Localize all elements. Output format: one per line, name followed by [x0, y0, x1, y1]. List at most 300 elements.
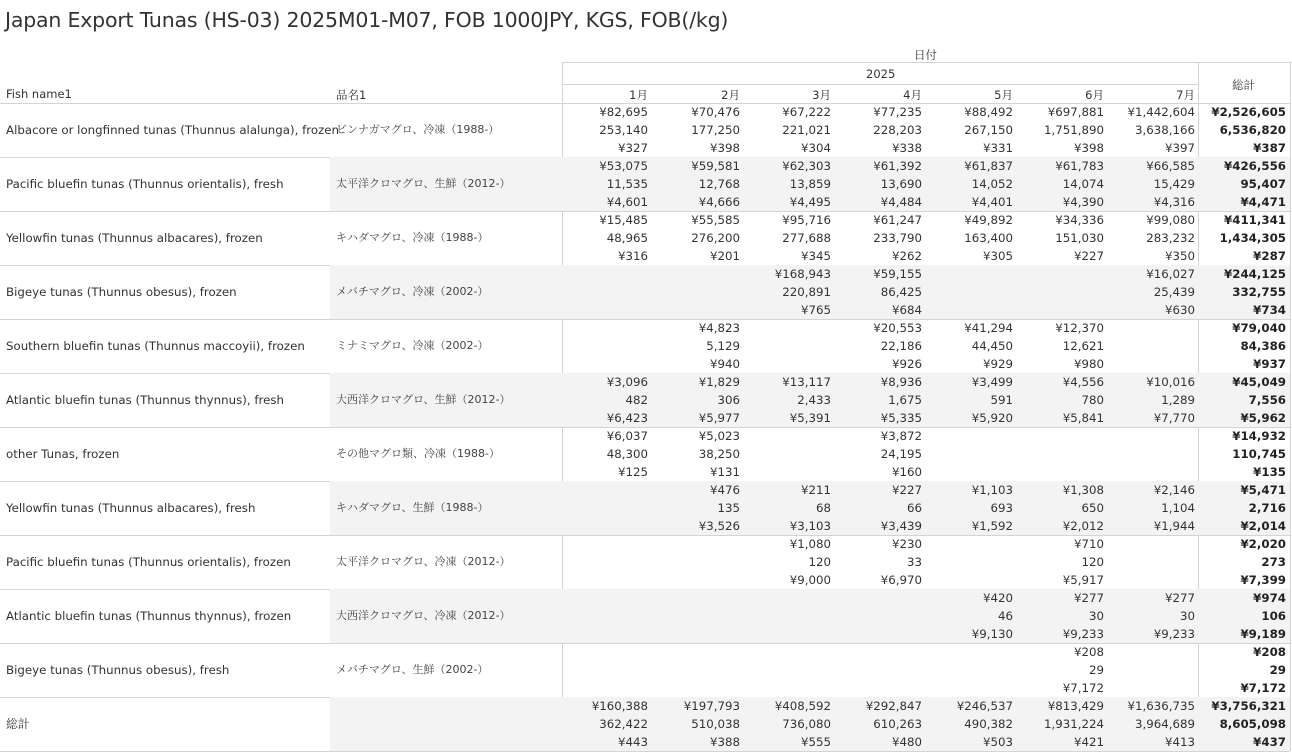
month-cell[interactable] — [1018, 319, 1104, 373]
value-per-kg: ¥4,390 — [1062, 195, 1104, 209]
fish-name-jp: キハダマグロ、冷凍（1988-） — [336, 231, 489, 244]
value-fob — [562, 535, 648, 553]
value-kgs: 3,638,166 — [1134, 123, 1195, 137]
month-cell[interactable] — [745, 373, 831, 427]
table-row[interactable] — [0, 589, 1292, 643]
month-cell[interactable] — [836, 373, 922, 427]
value-kgs: 1,104 — [1161, 501, 1195, 515]
value-fob: ¥1,636,735 — [1127, 699, 1195, 713]
value-kgs: 253,140 — [599, 123, 648, 137]
month-cell[interactable] — [654, 481, 740, 535]
month-cell[interactable] — [562, 427, 648, 481]
month-cell[interactable] — [1018, 157, 1104, 211]
japanese-name-column-header[interactable]: 品名1 — [336, 88, 367, 102]
total-kgs: 95,407 — [1240, 177, 1286, 191]
value-kgs: 66 — [906, 501, 922, 515]
month-cell[interactable] — [654, 643, 740, 697]
value-per-kg: ¥2,012 — [1062, 519, 1104, 533]
value-per-kg: ¥7,172 — [1062, 681, 1104, 695]
value-kgs — [562, 337, 648, 355]
row-total-cell[interactable] — [1200, 265, 1286, 319]
month-header-1[interactable]: 1月 — [629, 88, 648, 102]
value-per-kg: ¥338 — [891, 141, 922, 155]
total-kgs: 7,556 — [1248, 393, 1286, 407]
value-kgs: 12,621 — [1062, 339, 1104, 353]
value-fob — [1109, 535, 1195, 553]
value-fob: ¥5,023 — [698, 429, 740, 443]
value-fob: ¥66,585 — [1146, 159, 1195, 173]
row-total-cell[interactable] — [1200, 103, 1286, 157]
value-per-kg — [562, 355, 648, 373]
month-cell[interactable] — [1109, 481, 1195, 535]
total-kgs: 8,605,098 — [1219, 717, 1286, 731]
value-per-kg: ¥630 — [1164, 303, 1195, 317]
value-kgs: 22,186 — [880, 339, 922, 353]
value-fob — [927, 265, 1013, 283]
value-fob: ¥1,442,604 — [1127, 105, 1195, 119]
value-per-kg: ¥5,391 — [789, 411, 831, 425]
month-cell[interactable] — [927, 319, 1013, 373]
value-fob: ¥13,117 — [782, 375, 831, 389]
month-cell[interactable] — [745, 589, 831, 643]
value-per-kg — [836, 679, 922, 697]
value-kgs — [1018, 445, 1104, 463]
month-cell[interactable] — [836, 103, 922, 157]
value-fob: ¥3,872 — [880, 429, 922, 443]
month-cell[interactable] — [1018, 373, 1104, 427]
value-per-kg: ¥327 — [617, 141, 648, 155]
month-cell[interactable] — [1109, 643, 1195, 697]
value-fob: ¥710 — [1073, 537, 1104, 551]
month-cell[interactable] — [927, 481, 1013, 535]
value-per-kg: ¥5,335 — [880, 411, 922, 425]
month-cell[interactable] — [1109, 427, 1195, 481]
month-cell[interactable] — [562, 157, 648, 211]
month-cell[interactable] — [1018, 265, 1104, 319]
month-cell[interactable] — [1018, 535, 1104, 589]
table-row[interactable] — [0, 157, 1292, 211]
table-row[interactable] — [0, 265, 1292, 319]
value-per-kg — [745, 679, 831, 697]
value-fob: ¥88,492 — [964, 105, 1013, 119]
month-cell[interactable] — [836, 157, 922, 211]
fish-name-jp: 大西洋クロマグロ、冷凍（2012-） — [336, 609, 511, 622]
value-fob — [562, 643, 648, 661]
value-per-kg: ¥926 — [891, 357, 922, 371]
month-cell[interactable] — [745, 265, 831, 319]
value-per-kg: ¥350 — [1164, 249, 1195, 263]
value-kgs: 15,429 — [1153, 177, 1195, 191]
value-fob: ¥49,892 — [964, 213, 1013, 227]
value-kgs: 86,425 — [880, 285, 922, 299]
value-kgs: 5,129 — [706, 339, 740, 353]
value-fob: ¥67,222 — [782, 105, 831, 119]
value-fob: ¥99,080 — [1146, 213, 1195, 227]
row-total-cell[interactable] — [1200, 589, 1286, 643]
grand-total-row[interactable] — [0, 697, 1292, 751]
month-cell[interactable] — [654, 157, 740, 211]
value-per-kg: ¥3,103 — [789, 519, 831, 533]
month-header-6[interactable]: 6月 — [1085, 88, 1104, 102]
month-cell[interactable] — [654, 319, 740, 373]
month-cell[interactable] — [836, 697, 922, 751]
value-per-kg: ¥480 — [891, 735, 922, 749]
report-title: Japan Export Tunas (HS-03) 2025M01-M07, FOB 1000JPY, KGS, FOB(/kg) — [5, 8, 729, 32]
month-cell[interactable] — [562, 211, 648, 265]
value-kgs: 591 — [990, 393, 1013, 407]
value-per-kg — [745, 625, 831, 643]
total-fob: ¥14,932 — [1232, 429, 1286, 443]
month-cell[interactable] — [654, 211, 740, 265]
value-kgs: 693 — [990, 501, 1013, 515]
value-kgs: 228,203 — [873, 123, 922, 137]
month-header-2[interactable]: 2月 — [721, 88, 740, 102]
value-kgs: 277,688 — [782, 231, 831, 245]
value-kgs — [927, 553, 1013, 571]
value-per-kg: ¥304 — [800, 141, 831, 155]
value-kgs — [654, 283, 740, 301]
total-fob: ¥244,125 — [1224, 267, 1286, 281]
row-total-cell[interactable] — [1200, 535, 1286, 589]
month-cell[interactable] — [927, 589, 1013, 643]
value-fob: ¥95,716 — [782, 213, 831, 227]
total-fob: ¥2,526,605 — [1211, 105, 1286, 119]
month-cell[interactable] — [654, 535, 740, 589]
value-per-kg — [745, 463, 831, 481]
value-fob: ¥168,943 — [774, 267, 831, 281]
value-fob — [654, 643, 740, 661]
fish-name: Yellowfin tunas (Thunnus albacares), fresh — [6, 501, 256, 515]
total-fob: ¥79,040 — [1232, 321, 1286, 335]
month-cell[interactable] — [562, 373, 648, 427]
row-total-cell[interactable] — [1200, 211, 1286, 265]
year-header: 2025 — [866, 67, 896, 81]
value-kgs: 120 — [808, 555, 831, 569]
value-per-kg: ¥3,526 — [698, 519, 740, 533]
value-fob: ¥70,476 — [691, 105, 740, 119]
value-per-kg: ¥4,401 — [971, 195, 1013, 209]
month-cell[interactable] — [1018, 643, 1104, 697]
fish-name-jp: 大西洋クロマグロ、生鮮（2012-） — [336, 393, 511, 406]
value-kgs: 276,200 — [691, 231, 740, 245]
value-per-kg: ¥9,233 — [1153, 627, 1195, 641]
value-per-kg: ¥5,977 — [698, 411, 740, 425]
month-cell[interactable] — [1109, 535, 1195, 589]
total-fob: ¥426,556 — [1224, 159, 1286, 173]
value-kgs: 1,931,224 — [1043, 717, 1104, 731]
value-per-kg: ¥398 — [1073, 141, 1104, 155]
value-fob — [1109, 319, 1195, 337]
value-fob: ¥12,370 — [1055, 321, 1104, 335]
value-fob: ¥77,235 — [873, 105, 922, 119]
total-per-kg: ¥734 — [1253, 303, 1286, 317]
month-cell[interactable] — [1018, 481, 1104, 535]
month-cell[interactable] — [654, 373, 740, 427]
grand-total-header: 総計 — [1232, 78, 1255, 92]
value-per-kg — [562, 679, 648, 697]
month-cell[interactable] — [745, 643, 831, 697]
value-fob: ¥1,103 — [971, 483, 1013, 497]
month-cell[interactable] — [745, 535, 831, 589]
value-per-kg — [745, 355, 831, 373]
value-kgs: 490,382 — [964, 717, 1013, 731]
month-cell[interactable] — [654, 697, 740, 751]
value-per-kg: ¥9,233 — [1062, 627, 1104, 641]
row-total-cell[interactable] — [1200, 643, 1286, 697]
month-cell[interactable] — [654, 103, 740, 157]
value-fob: ¥82,695 — [599, 105, 648, 119]
table-row[interactable] — [0, 211, 1292, 265]
total-kgs: 2,716 — [1248, 501, 1286, 515]
value-per-kg: ¥3,439 — [880, 519, 922, 533]
value-per-kg: ¥6,423 — [606, 411, 648, 425]
grand-total-label: 総計 — [6, 717, 30, 731]
value-fob — [654, 265, 740, 283]
value-fob: ¥59,155 — [873, 267, 922, 281]
month-cell[interactable] — [836, 589, 922, 643]
month-cell[interactable] — [562, 535, 648, 589]
fish-name: Pacific bluefin tunas (Thunnus orientalis), fresh — [6, 177, 284, 191]
value-kgs — [654, 607, 740, 625]
month-cell[interactable] — [1109, 697, 1195, 751]
value-kgs: 283,232 — [1146, 231, 1195, 245]
month-cell[interactable] — [836, 481, 922, 535]
value-per-kg: ¥331 — [982, 141, 1013, 155]
table-row[interactable] — [0, 103, 1292, 157]
value-per-kg — [562, 301, 648, 319]
value-fob — [562, 319, 648, 337]
month-cell[interactable] — [1109, 265, 1195, 319]
month-cell[interactable] — [927, 373, 1013, 427]
month-cell[interactable] — [927, 697, 1013, 751]
value-fob — [1018, 265, 1104, 283]
value-per-kg: ¥4,316 — [1153, 195, 1195, 209]
value-per-kg — [1109, 463, 1195, 481]
value-fob: ¥62,303 — [782, 159, 831, 173]
value-fob — [836, 589, 922, 607]
month-cell[interactable] — [1109, 589, 1195, 643]
value-per-kg: ¥4,484 — [880, 195, 922, 209]
table-row[interactable] — [0, 319, 1292, 373]
value-kgs — [1109, 661, 1195, 679]
value-per-kg: ¥345 — [800, 249, 831, 263]
month-cell[interactable] — [927, 535, 1013, 589]
table-row[interactable] — [0, 427, 1292, 481]
month-cell[interactable] — [745, 481, 831, 535]
value-fob — [654, 589, 740, 607]
month-cell[interactable] — [745, 103, 831, 157]
value-kgs — [927, 283, 1013, 301]
value-per-kg: ¥929 — [982, 357, 1013, 371]
month-cell[interactable] — [1109, 157, 1195, 211]
table-row[interactable] — [0, 373, 1292, 427]
month-cell[interactable] — [1018, 427, 1104, 481]
value-fob: ¥476 — [709, 483, 740, 497]
row-total-cell[interactable] — [1200, 373, 1286, 427]
value-fob: ¥230 — [891, 537, 922, 551]
month-cell[interactable] — [1018, 103, 1104, 157]
value-kgs — [745, 445, 831, 463]
fish-name: Southern bluefin tunas (Thunnus maccoyii), frozen — [6, 339, 305, 353]
total-per-kg: ¥5,962 — [1240, 411, 1286, 425]
value-kgs: 1,751,890 — [1043, 123, 1104, 137]
value-kgs — [1109, 553, 1195, 571]
value-per-kg: ¥940 — [709, 357, 740, 371]
value-fob: ¥15,485 — [599, 213, 648, 227]
value-fob — [927, 535, 1013, 553]
row-divider — [562, 62, 1290, 63]
fish-name-jp: キハダマグロ、生鮮（1988-） — [336, 501, 489, 514]
value-per-kg: ¥4,666 — [698, 195, 740, 209]
fish-name-jp: メバチマグロ、生鮮（2002-） — [336, 663, 489, 676]
month-cell[interactable] — [654, 427, 740, 481]
value-kgs: 233,790 — [873, 231, 922, 245]
month-cell[interactable] — [562, 319, 648, 373]
value-kgs: 13,690 — [880, 177, 922, 191]
month-cell[interactable] — [562, 589, 648, 643]
value-per-kg: ¥4,601 — [606, 195, 648, 209]
month-cell[interactable] — [836, 265, 922, 319]
row-total-cell[interactable] — [1200, 319, 1286, 373]
month-cell[interactable] — [927, 643, 1013, 697]
value-kgs: 44,450 — [971, 339, 1013, 353]
month-cell[interactable] — [1018, 589, 1104, 643]
month-cell[interactable] — [927, 157, 1013, 211]
month-cell[interactable] — [836, 643, 922, 697]
value-fob: ¥697,881 — [1047, 105, 1104, 119]
table-row[interactable] — [0, 535, 1292, 589]
month-cell[interactable] — [562, 481, 648, 535]
month-cell[interactable] — [836, 211, 922, 265]
value-fob — [562, 265, 648, 283]
month-cell[interactable] — [836, 535, 922, 589]
row-total-cell[interactable] — [1200, 481, 1286, 535]
value-kgs: 12,768 — [698, 177, 740, 191]
month-cell[interactable] — [745, 211, 831, 265]
fish-name: Pacific bluefin tunas (Thunnus orientalis), frozen — [6, 555, 291, 569]
month-cell[interactable] — [927, 211, 1013, 265]
value-kgs: 48,965 — [606, 231, 648, 245]
value-kgs — [1018, 283, 1104, 301]
month-cell[interactable] — [1018, 211, 1104, 265]
value-per-kg: ¥397 — [1164, 141, 1195, 155]
value-fob — [836, 643, 922, 661]
table-row[interactable] — [0, 481, 1292, 535]
value-per-kg — [1018, 301, 1104, 319]
month-cell[interactable] — [1109, 319, 1195, 373]
value-kgs: 14,074 — [1062, 177, 1104, 191]
month-cell[interactable] — [562, 697, 648, 751]
value-per-kg — [654, 571, 740, 589]
month-cell[interactable] — [1109, 373, 1195, 427]
total-per-kg: ¥7,172 — [1240, 681, 1286, 695]
month-cell[interactable] — [836, 319, 922, 373]
value-fob — [1109, 427, 1195, 445]
value-fob: ¥41,294 — [964, 321, 1013, 335]
month-cell[interactable] — [927, 427, 1013, 481]
month-cell[interactable] — [745, 157, 831, 211]
total-per-kg: ¥135 — [1253, 465, 1286, 479]
total-kgs: 6,536,820 — [1219, 123, 1286, 137]
month-header-3[interactable]: 3月 — [812, 88, 831, 102]
value-per-kg — [1109, 571, 1195, 589]
total-kgs: 1,434,305 — [1219, 231, 1286, 245]
value-fob: ¥1,080 — [789, 537, 831, 551]
value-per-kg: ¥125 — [617, 465, 648, 479]
row-divider — [562, 84, 1198, 85]
value-kgs: 482 — [625, 393, 648, 407]
month-cell[interactable] — [745, 427, 831, 481]
value-kgs: 25,439 — [1153, 285, 1195, 299]
value-per-kg — [1109, 355, 1195, 373]
value-kgs — [654, 661, 740, 679]
month-cell[interactable] — [562, 265, 648, 319]
value-fob: ¥55,585 — [691, 213, 740, 227]
row-total-cell[interactable] — [1200, 697, 1286, 751]
table-row[interactable] — [0, 643, 1292, 697]
value-fob: ¥61,783 — [1055, 159, 1104, 173]
total-fob: ¥2,020 — [1240, 537, 1286, 551]
value-per-kg — [836, 625, 922, 643]
value-per-kg: ¥9,130 — [971, 627, 1013, 641]
fish-name: Bigeye tunas (Thunnus obesus), fresh — [6, 663, 230, 677]
month-cell[interactable] — [562, 103, 648, 157]
month-cell[interactable] — [1018, 697, 1104, 751]
month-cell[interactable] — [927, 103, 1013, 157]
month-header-5[interactable]: 5月 — [994, 88, 1013, 102]
fish-name-jp: ミナミマグロ、冷凍（2002-） — [336, 339, 489, 352]
month-cell[interactable] — [1109, 211, 1195, 265]
value-kgs — [562, 661, 648, 679]
value-per-kg — [562, 517, 648, 535]
value-kgs — [745, 337, 831, 355]
month-cell[interactable] — [1109, 103, 1195, 157]
value-fob: ¥1,308 — [1062, 483, 1104, 497]
total-fob: ¥45,049 — [1232, 375, 1286, 389]
value-kgs — [1109, 337, 1195, 355]
fish-name-column-header[interactable]: Fish name1 — [6, 87, 72, 101]
month-cell[interactable] — [654, 589, 740, 643]
value-per-kg: ¥5,917 — [1062, 573, 1104, 587]
month-cell[interactable] — [745, 697, 831, 751]
fish-name-jp: その他マグロ類、冷凍（1988-） — [336, 447, 500, 460]
value-kgs: 13,859 — [789, 177, 831, 191]
value-per-kg: ¥131 — [709, 465, 740, 479]
total-fob: ¥3,756,321 — [1211, 699, 1286, 713]
value-per-kg: ¥980 — [1073, 357, 1104, 371]
row-total-cell[interactable] — [1200, 157, 1286, 211]
total-kgs: 273 — [1261, 555, 1286, 569]
row-total-cell[interactable] — [1200, 427, 1286, 481]
value-per-kg: ¥9,000 — [789, 573, 831, 587]
value-fob — [562, 589, 648, 607]
value-per-kg — [1109, 679, 1195, 697]
month-cell[interactable] — [562, 643, 648, 697]
total-per-kg: ¥937 — [1253, 357, 1286, 371]
month-cell[interactable] — [836, 427, 922, 481]
month-header-4[interactable]: 4月 — [903, 88, 922, 102]
value-kgs — [927, 445, 1013, 463]
value-per-kg — [654, 301, 740, 319]
fish-name: other Tunas, frozen — [6, 447, 120, 461]
value-fob: ¥408,592 — [774, 699, 831, 713]
value-kgs: 135 — [717, 501, 740, 515]
value-fob: ¥197,793 — [683, 699, 740, 713]
month-cell[interactable] — [745, 319, 831, 373]
month-header-7[interactable]: 7月 — [1176, 88, 1195, 102]
month-cell[interactable] — [927, 265, 1013, 319]
month-cell[interactable] — [654, 265, 740, 319]
